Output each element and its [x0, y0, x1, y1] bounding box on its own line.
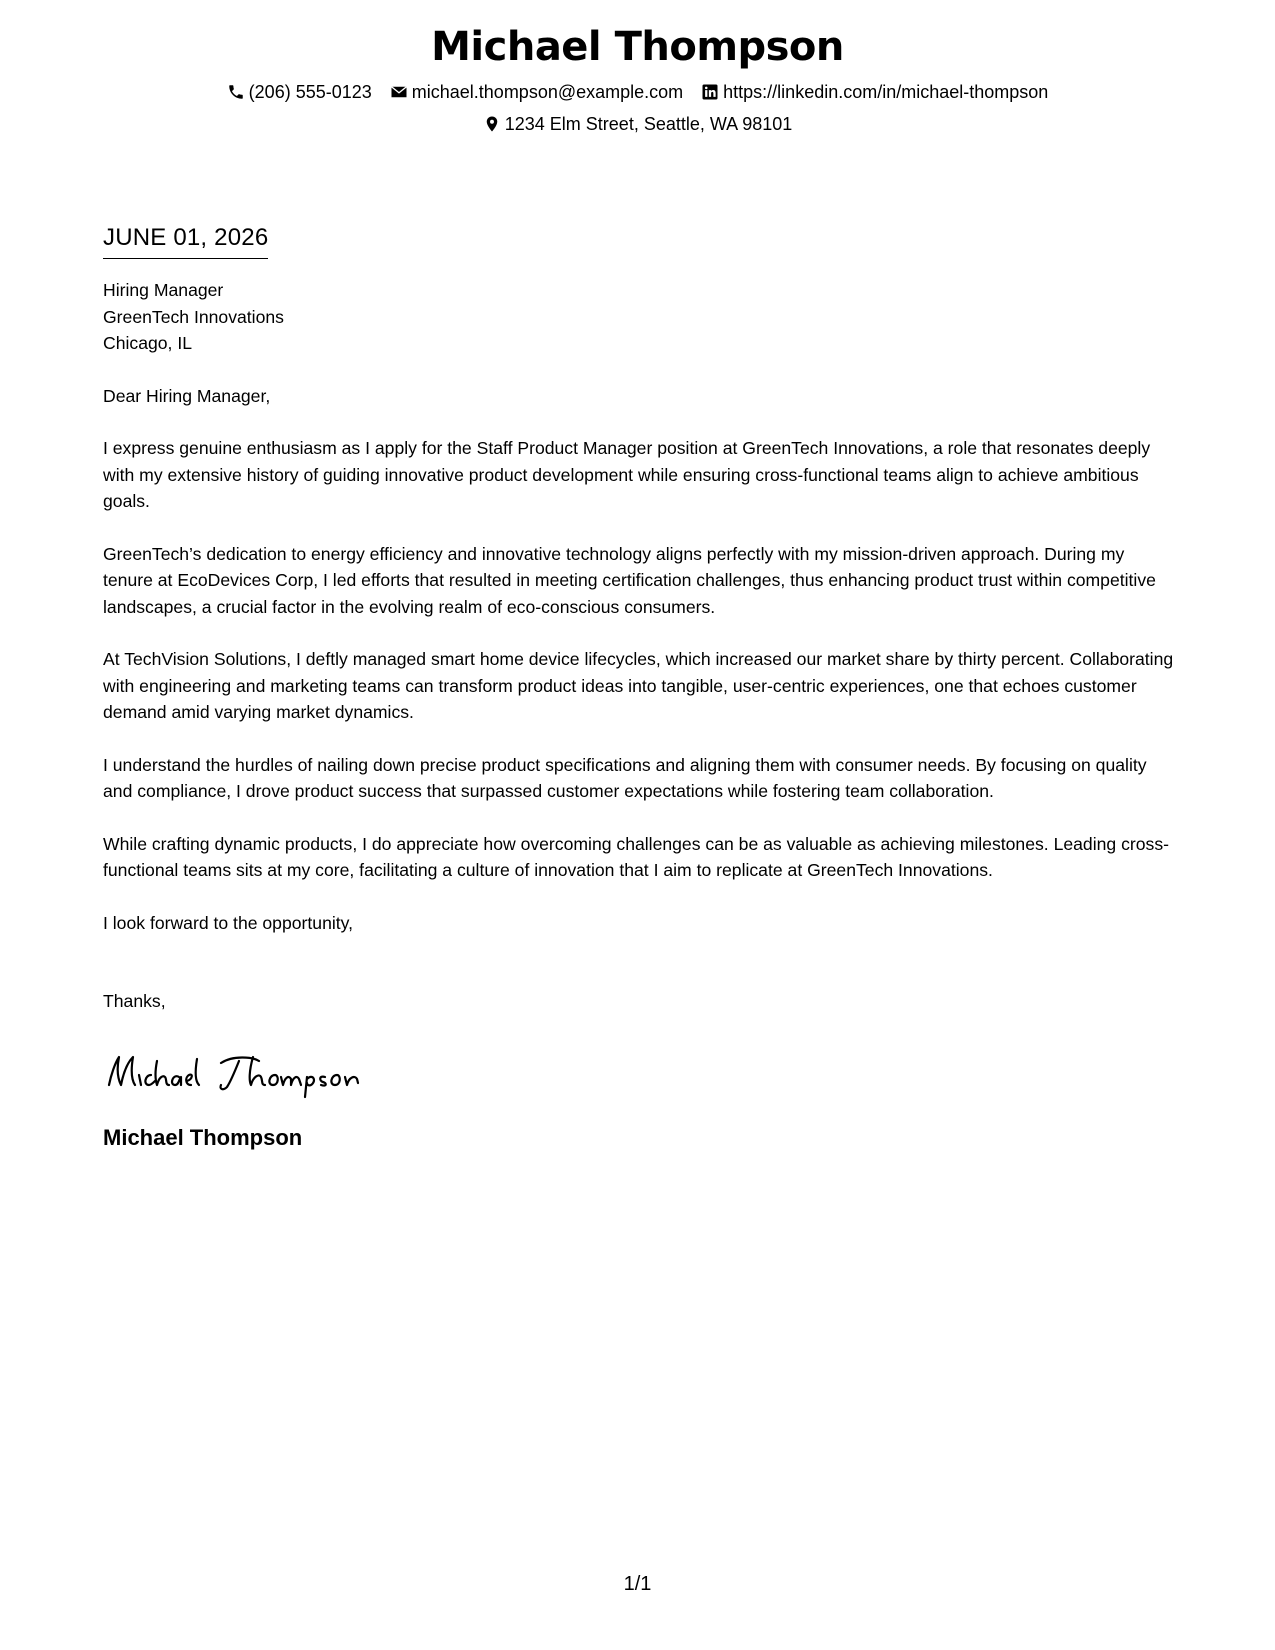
signature-image: [103, 1045, 363, 1101]
contact-row: [0, 78, 1275, 106]
recipient-title: Hiring Manager: [103, 280, 224, 300]
email-text[interactable]: michael.thompson@example.com: [411, 82, 684, 102]
closing-line: I look forward to the opportunity,: [103, 912, 354, 933]
sender-name: Michael Thompson: [431, 24, 844, 70]
paragraph-1: I express genuine enthusiasm as I apply for the Staff Product Manager position at GreenTech Innovations, a role that resonates deeply with my extensive history of guiding innovative product development while ensuring cross-functional teams align to achieve ambitious goals.: [103, 438, 1151, 511]
contact-linkedin[interactable]: [701, 78, 1048, 106]
address-text: 1234 Elm Street, Seattle, WA 98101: [504, 114, 793, 134]
paragraph-3: At TechVision Solutions, I deftly managed smart home device lifecycles, which increased our market share by thirty percent. Collaborating with engineering and marketing teams can transform product ideas into tangible, user-centric experiences, one that echoes customer demand amid varying market dynamics.: [103, 649, 1174, 722]
recipient-company: GreenTech Innovations: [103, 306, 284, 327]
phone-text: (206) 555-0123: [248, 82, 372, 102]
contact-address: [483, 110, 793, 138]
paragraph-4: I understand the hurdles of nailing down precise product specifications and aligning them with consumer needs. By focusing on quality and compliance, I drove product success that surpassed customer expectations while fostering team collaboration.: [103, 754, 1147, 801]
salutation: Dear Hiring Manager,: [103, 385, 271, 406]
linkedin-icon: [701, 83, 719, 101]
handwritten-signature: [103, 1045, 1178, 1101]
linkedin-text[interactable]: https://linkedin.com/in/michael-thompson: [723, 82, 1049, 102]
address-row: [0, 110, 1275, 138]
paragraph-5: While crafting dynamic products, I do appreciate how overcoming challenges can be as valuable as achieving milestones. Leading cross-functional teams sits at my core, facilitating a culture of innovation that I aim to replicate at GreenTech Innovations.: [103, 833, 1169, 880]
signoff: Thanks,: [103, 991, 166, 1011]
signed-name: Michael Thompson: [103, 1124, 303, 1150]
paragraph-2: GreenTech’s dedication to energy efficiency and innovative technology aligns perfectly with my mission-driven approach. During my tenure at EcoDevices Corp, I led efforts that resulted in meeting certification challenges, thus enhancing product trust within competitive landscapes, a crucial factor in the evolving realm of eco-conscious consumers.: [103, 543, 1156, 617]
contact-email[interactable]: [390, 78, 683, 106]
recipient-location: Chicago, IL: [103, 333, 192, 353]
contact-phone: [227, 78, 372, 106]
letter-body: [103, 222, 1178, 1153]
phone-icon: [227, 83, 245, 101]
letter-header: [0, 22, 1275, 138]
letter-date: JUNE 01, 2026: [103, 222, 268, 259]
envelope-icon: [390, 83, 408, 101]
recipient-block: [103, 277, 1178, 357]
map-marker-icon: [483, 115, 501, 133]
page-number: 1/1: [623, 1573, 652, 1595]
